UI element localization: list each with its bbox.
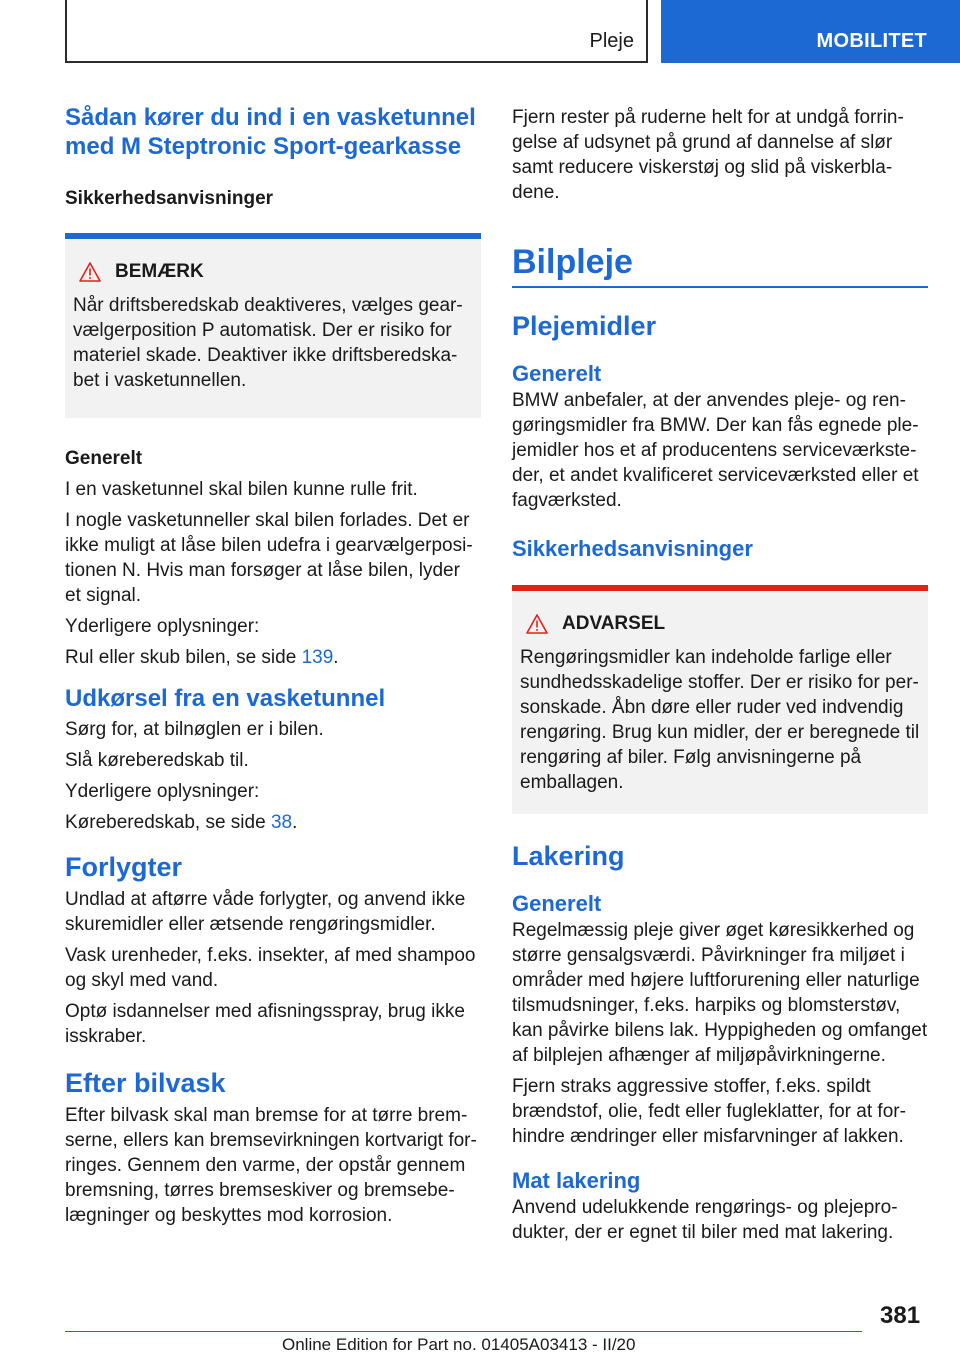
paragraph-text: Køreberedskab, se side: [65, 812, 271, 833]
paragraph: Slå køreberedskab til.: [65, 750, 249, 771]
heading-generelt: Generelt: [512, 361, 602, 386]
subheading-safety: Sikkerhedsanvisninger: [65, 188, 274, 209]
heading-vasketunnel: Sådan kører du ind i en vasketunnel med M Steptronic Sport-gearkasse: [65, 104, 476, 160]
paragraph-with-link: [65, 810, 481, 835]
edition-footer: Online Edition for Part no. 01405A03413 - II/20: [282, 1335, 636, 1354]
heading-forlygter: Forlygter: [65, 852, 183, 882]
left-column: [65, 100, 481, 1228]
page-number: 381: [880, 1302, 921, 1329]
heading-efter-bilvask: Efter bilvask: [65, 1068, 226, 1098]
paragraph: Fjern straks aggressive stoffer, f.eks. spildt brændstof, olie, fedt eller fugleklatter, for at forhindre ændringer eller misfarvninger af lakken.: [512, 1076, 906, 1147]
header-chapter-tab: [661, 0, 960, 63]
warning-title: ADVARSEL: [562, 613, 666, 634]
paragraph: Undlad at aftørre våde forlygter, og anvend ikke skuremidler eller ætsende rengøringsmidler.: [65, 889, 466, 935]
paragraph-end: .: [333, 647, 339, 668]
heading-safety: Sikkerhedsanvisninger: [512, 536, 753, 561]
paragraph: I en vasketunnel skal bilen kunne rulle frit.: [65, 479, 418, 500]
notice-title-row: [79, 261, 473, 283]
heading-bilpleje: Bilpleje: [512, 243, 633, 281]
header-chapter-title: MOBILITET: [816, 30, 927, 52]
paragraph: BMW anbefaler, at der anvendes pleje- og rengøringsmidler fra BMW. Der kan fås egnede plejemidler hos et af producentens serviceværksteder, et andet kvalificeret serviceværksted eller et fagværksted.: [512, 390, 919, 511]
paragraph: I nogle vasketunneller skal bilen forlades. Det er ikke muligt at låse bilen udefra i gearvælgerpositionen N. Hvis man forsøger at låse bilen, lyder et signal.: [65, 510, 473, 606]
heading-lakering: Lakering: [512, 841, 625, 871]
warning-title-row: [526, 613, 920, 635]
footer-rule: [65, 1331, 862, 1332]
paragraph: Efter bilvask skal man bremse for at tørre bremserne, ellers kan bremsevirkningen kortvarigt forringes. Gennem den varme, der opstår gennem bremsning, tørres bremseskiver og bremsebelægninger og beskyttes mod korrosion.: [65, 1105, 477, 1226]
warning-triangle-icon: [526, 614, 548, 634]
heading-generelt: Generelt: [512, 891, 602, 916]
paragraph: Optø isdannelser med afisningsspray, brug ikke isskraber.: [65, 1001, 465, 1047]
warning-text: Rengøringsmidler kan indeholde farlige eller sundhedsskadelige stoffer. Der er risiko for personskade. Åbn døre eller ruder ved indvendig rengøring. Brug kun midler, der er beregnede til rengøring af biler. Følg anvisningerne på emballagen.: [520, 647, 920, 793]
heading-mat-lakering: Mat lakering: [512, 1168, 641, 1193]
notice-title: BEMÆRK: [115, 261, 204, 282]
paragraph: Fjern rester på ruderne helt for at undgå forringelse af udsynet på grund af dannelse af slør samt reducere viskerstøj og slid på viskerbladene.: [512, 107, 904, 203]
notice-box: [65, 233, 481, 418]
paragraph-text: Rul eller skub bilen, se side: [65, 647, 302, 668]
paragraph-end: .: [292, 812, 298, 833]
paragraph: Yderligere oplysninger:: [65, 781, 260, 802]
paragraph: Sørg for, at bilnøglen er i bilen.: [65, 719, 324, 740]
paragraph: Vask urenheder, f.eks. insekter, af med shampoo og skyl med vand.: [65, 945, 476, 991]
paragraph: Anvend udelukkende rengørings- og plejeprodukter, der er egnet til biler med mat lakering.: [512, 1197, 898, 1243]
paragraph: Yderligere oplysninger:: [65, 616, 260, 637]
right-column: [512, 100, 928, 1245]
paragraph: Regelmæssig pleje giver øget køresikkerhed og større gensalgsværdi. Påvirkninger fra miljøet i områder med højere luftforurening eller naturlige tilsmudsninger, f.eks. harpiks og blomsterstøv, kan påvirke bilens lak. Hyppigheden og omfanget af bilplejen afhænger af miljøpåvirkningerne.: [512, 920, 928, 1066]
warning-box: [512, 585, 928, 814]
header-section-title: Pleje: [589, 30, 634, 52]
heading-rule: [512, 286, 928, 288]
subheading-generelt: Generelt: [65, 448, 143, 469]
paragraph-with-link: [65, 645, 481, 670]
header-section-box: [65, 0, 648, 63]
warning-triangle-icon: [79, 262, 101, 282]
notice-text: Når driftsberedskab deaktiveres, vælges gearvælgerposition P automatisk. Der er risiko for materiel skade. Deaktiver ikke driftsberedskabet i vasketunnellen.: [73, 295, 463, 391]
heading-plejemidler: Plejemidler: [512, 311, 657, 341]
page-link-139[interactable]: 139: [301, 647, 334, 668]
heading-udkoersel: Udkørsel fra en vasketunnel: [65, 685, 386, 712]
page-link-38[interactable]: 38: [270, 812, 293, 833]
